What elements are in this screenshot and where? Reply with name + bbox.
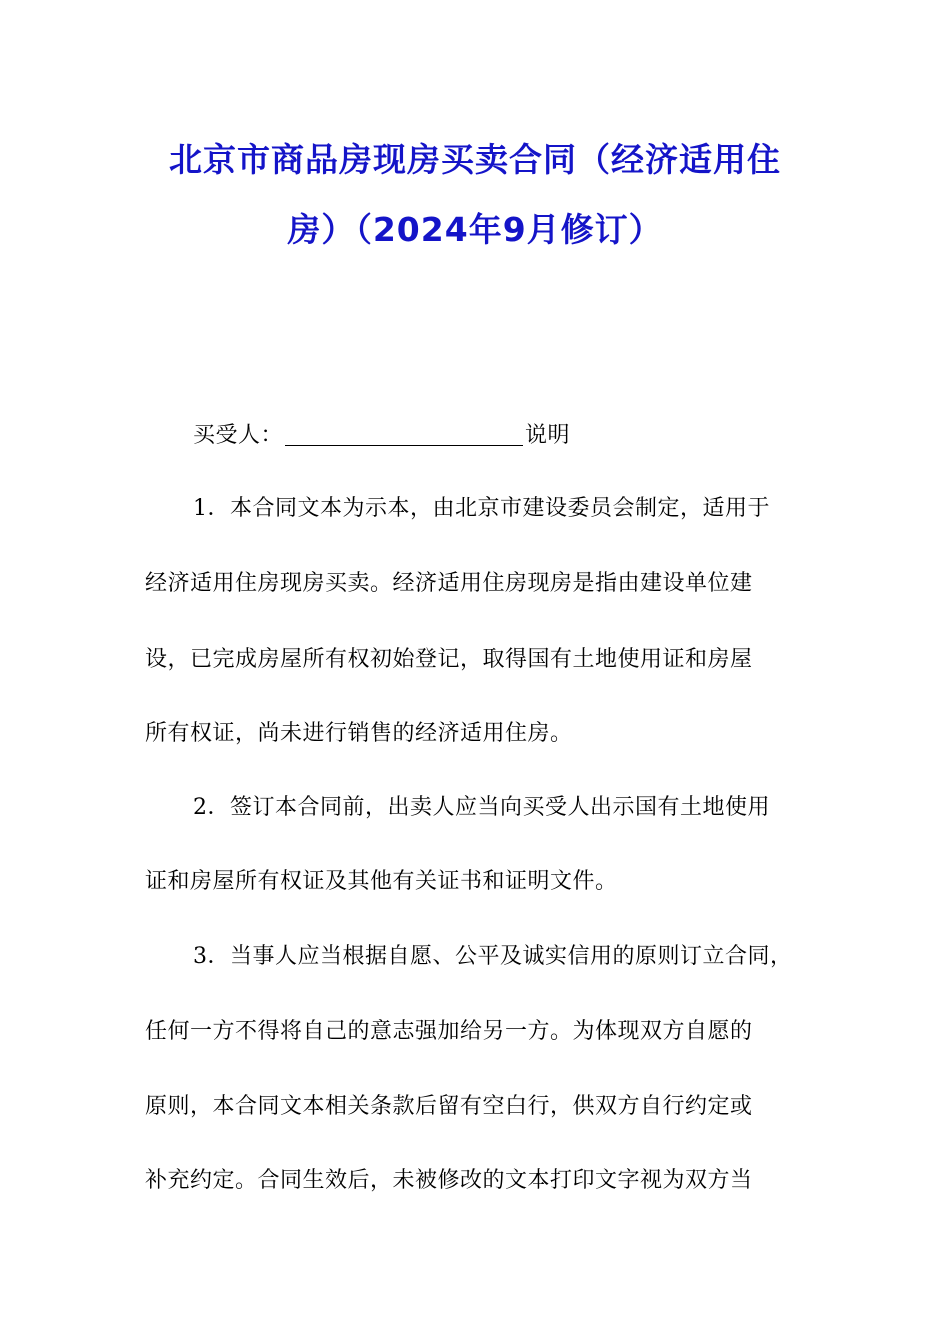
body-line-9: 原则，本合同文本相关条款后留有空白行，供双方自行约定或 [145, 1094, 753, 1119]
buyer-blank-field[interactable] [285, 423, 523, 446]
buyer-line [193, 421, 873, 451]
buyer-label: 买受人： [193, 423, 284, 448]
body-line-3: 设，已完成房屋所有权初始登记，取得国有土地使用证和房屋 [145, 647, 753, 672]
body-line-5: 2．签订本合同前，出卖人应当向买受人出示国有土地使用 [193, 795, 770, 820]
body-line-8: 任何一方不得将自己的意志强加给另一方。为体现双方自愿的 [145, 1019, 753, 1044]
body-line-2: 经济适用住房现房买卖。经济适用住房现房是指由建设单位建 [145, 571, 753, 596]
body-line-10: 补充约定。合同生效后，未被修改的文本打印文字视为双方当 [145, 1168, 753, 1193]
body-line-1: 1．本合同文本为示本，由北京市建设委员会制定，适用于 [193, 496, 770, 521]
buyer-suffix: 说明 [525, 423, 571, 448]
document-title-line-1: 北京市商品房现房买卖合同（经济适用住 [169, 140, 781, 179]
body-line-6: 证和房屋所有权证及其他有关证书和证明文件。 [145, 869, 618, 894]
body-line-4: 所有权证，尚未进行销售的经济适用住房。 [145, 721, 573, 746]
document-title-line-2: 房）（2024年9月修订） [287, 210, 663, 249]
body-line-7: 3．当事人应当根据自愿、公平及诚实信用的原则订立合同， [193, 944, 793, 969]
